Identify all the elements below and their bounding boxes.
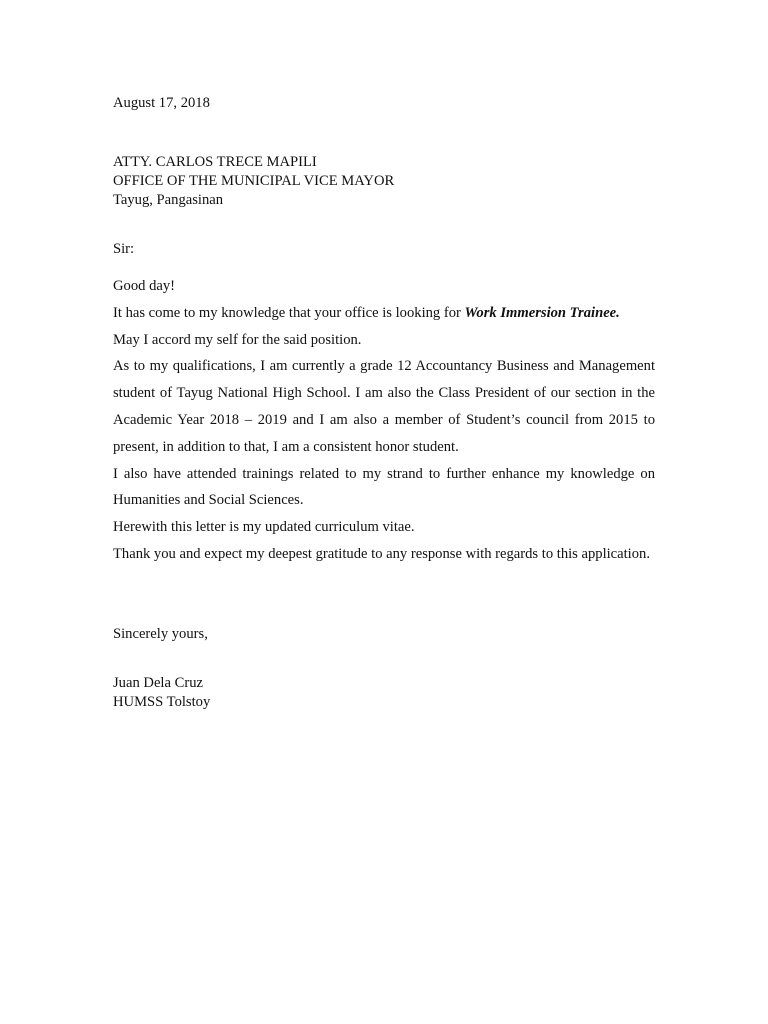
recipient-location: Tayug, Pangasinan (113, 192, 224, 208)
paragraph-accord: May I accord my self for the said position. (113, 331, 362, 348)
paragraph-attachment: Herewith this letter is my updated curriculum vitae. (113, 519, 415, 536)
letter-body (113, 94, 655, 712)
paragraph-intro (113, 300, 655, 327)
paragraph-trainings: I also have attended trainings related to my strand to further enhance my knowledge on Humanities and Social Sciences. (113, 465, 655, 509)
recipient-block (113, 153, 655, 210)
signature-section: HUMSS Tolstoy (113, 693, 211, 710)
salutation: Sir: (113, 241, 135, 257)
paragraph-thanks: Thank you and expect my deepest gratitude to any response with regards to this application. (113, 545, 650, 562)
signature-block (113, 674, 655, 712)
signature-name: Juan Dela Cruz (113, 674, 203, 691)
letter-content (113, 273, 655, 568)
paragraph-qualifications: As to my qualifications, I am currently a grade 12 Accountancy Business and Management student of Tayug National High School. I am also the Class President of our section in the Academic Year 2018 – 2019 and I am also a member of Student’s council from 2015 to present, in addition to that, I am a consistent honor student. (113, 358, 655, 455)
greeting: Good day! (113, 278, 176, 294)
closing: Sincerely yours, (113, 625, 208, 642)
recipient-name: ATTY. CARLOS TRECE MAPILI (113, 154, 317, 170)
position-title: Work Immersion Trainee. (464, 304, 620, 321)
recipient-office: OFFICE OF THE MUNICIPAL VICE MAYOR (113, 173, 395, 189)
paragraph-intro-text: It has come to my knowledge that your office is looking for (113, 304, 465, 321)
letter-date: August 17, 2018 (113, 95, 210, 111)
